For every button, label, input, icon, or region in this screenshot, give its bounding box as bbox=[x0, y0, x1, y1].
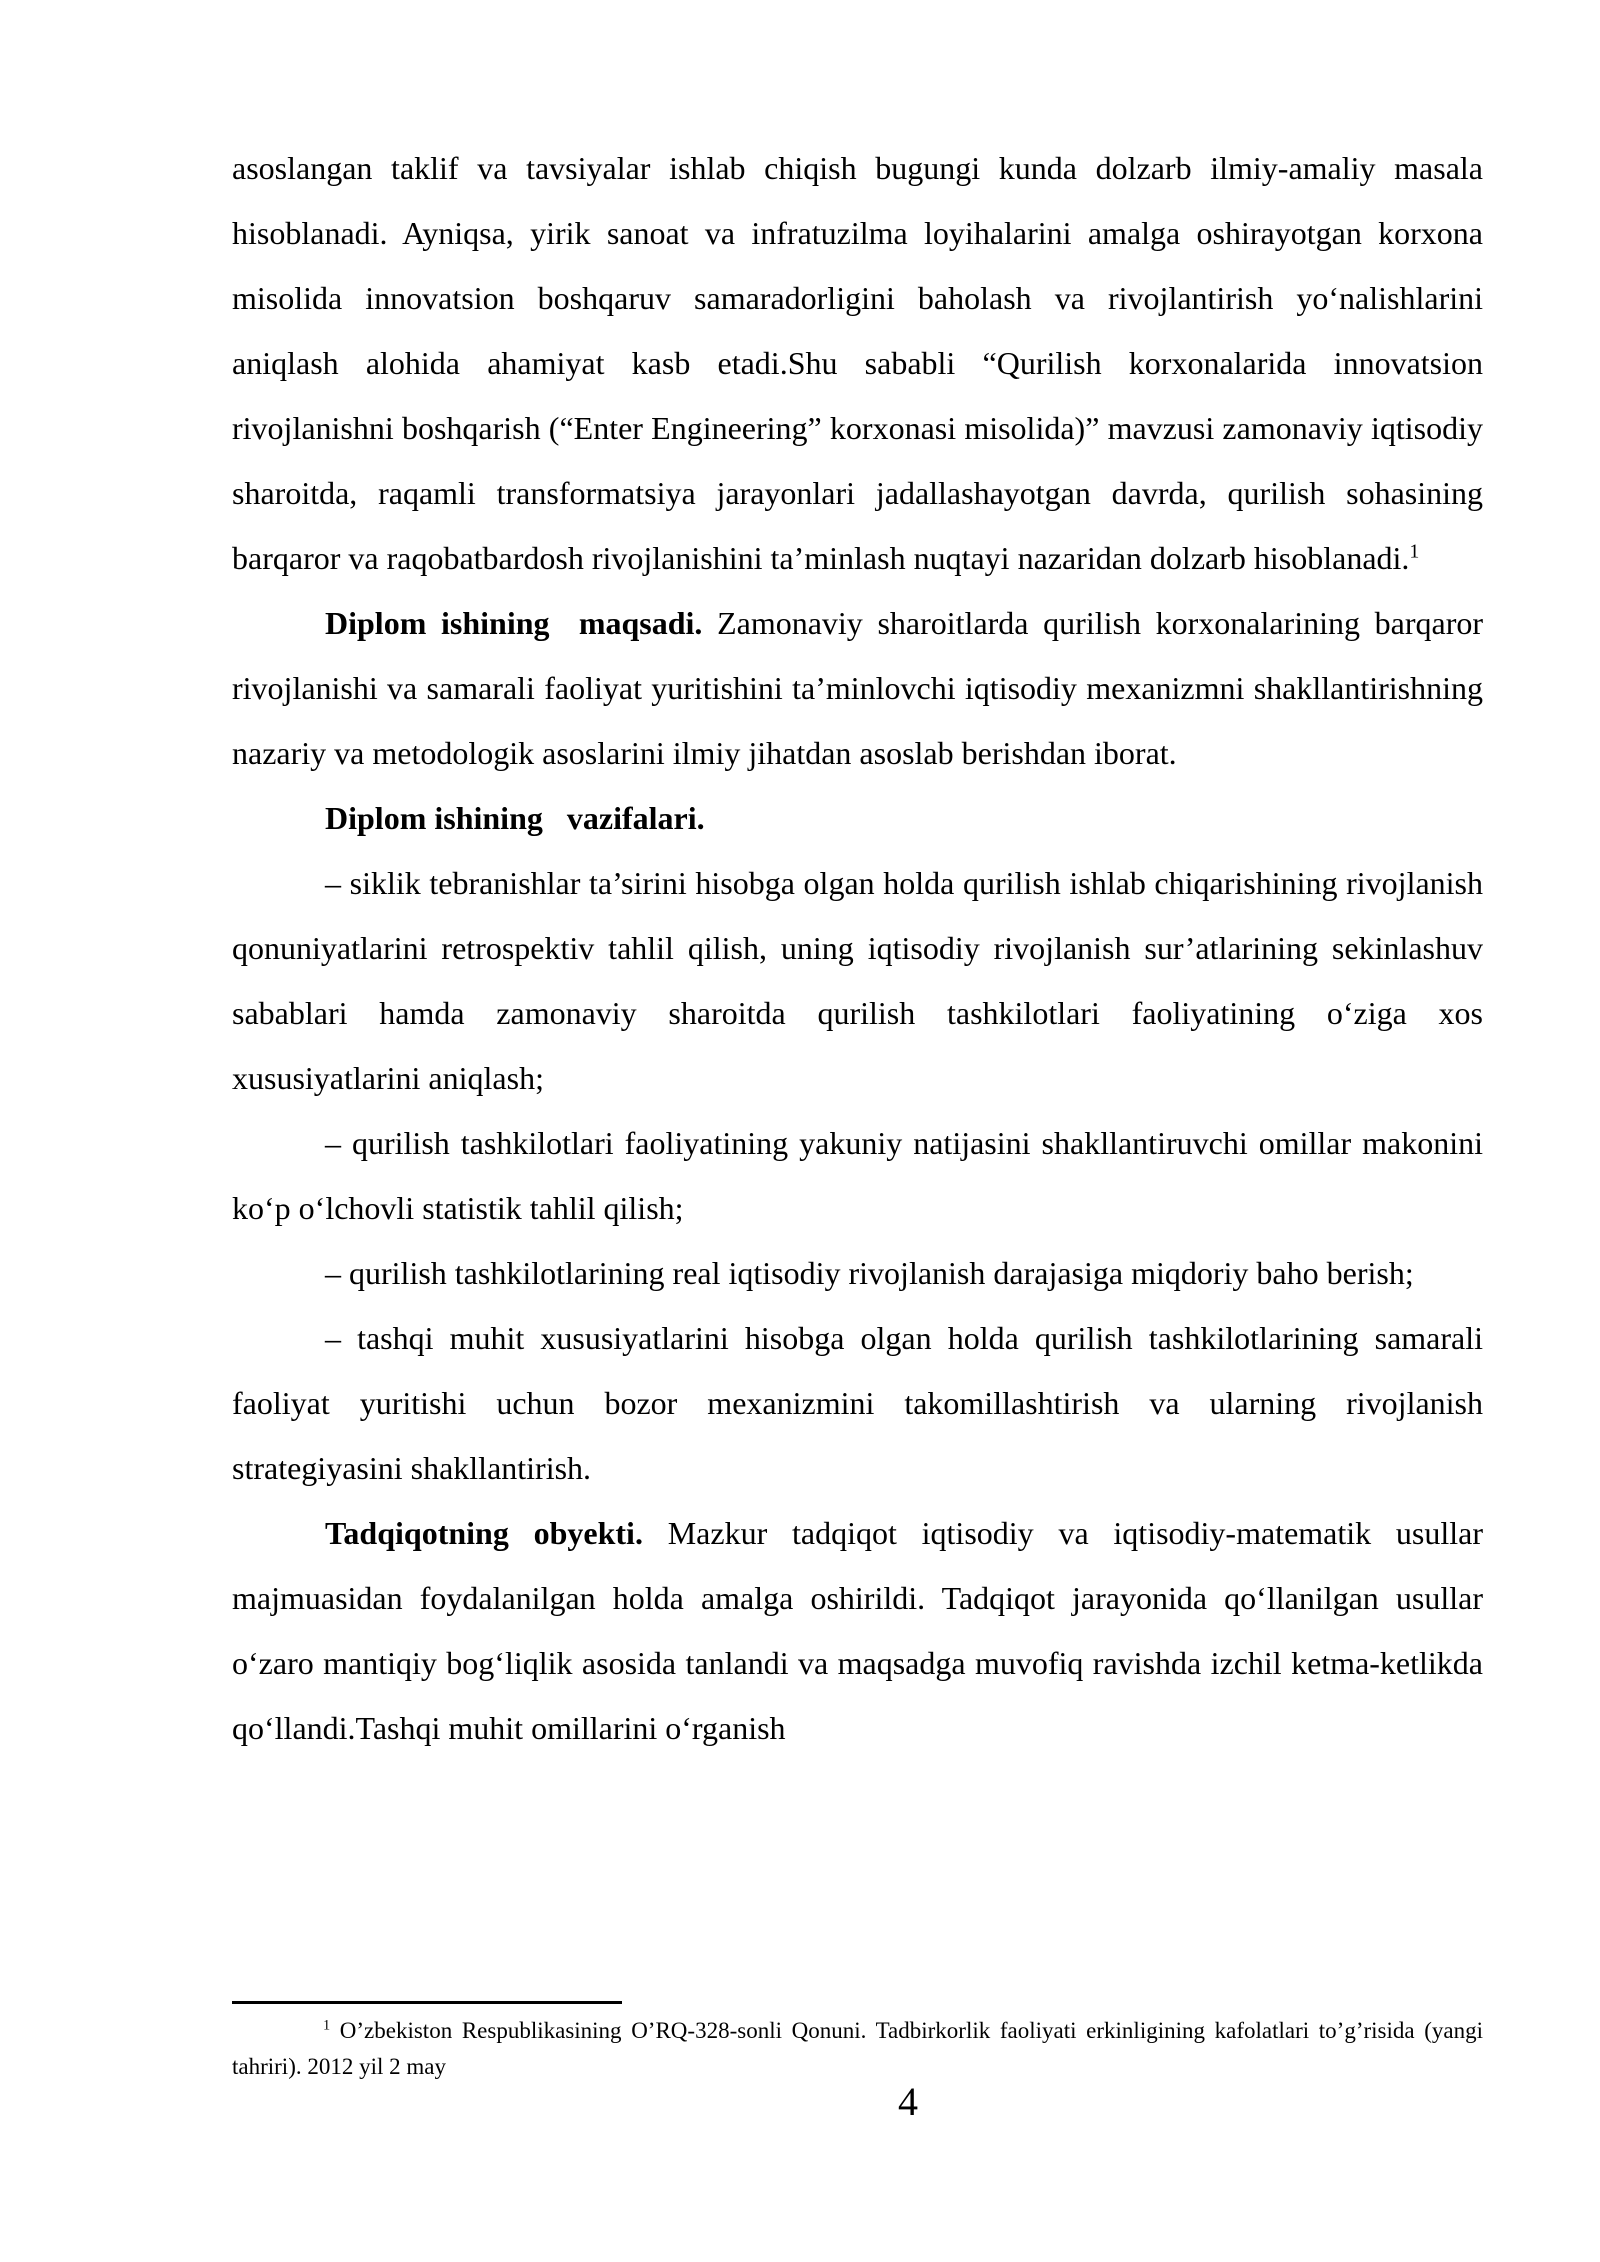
footnote-1 bbox=[232, 2013, 1489, 2085]
heading-tasks bbox=[232, 786, 1483, 851]
footnote-separator bbox=[232, 2001, 622, 2004]
task-item-3 bbox=[232, 1241, 1483, 1306]
page-number: 4 bbox=[898, 2079, 918, 2124]
text-run: O’zbekiston Respublikasining O’RQ-328-sonli Qonuni. Tadbirkorlik faoliyati erkinligining kafolatlari to’g’risida (yangi tahriri). 2012 yil 2 may bbox=[232, 2018, 1489, 2079]
text-run: asoslangan taklif va tavsiyalar ishlab chiqish bugungi kunda dolzarb ilmiy-amaliy masala hisoblanadi. Ayniqsa, yirik sanoat va infratuzilma loyihalarini amalga oshirayotgan korxona misolida innovatsion boshqaruv samaradorligini baholash va rivojlantirish yo‘nalishlarini aniqlash alohida ahamiyat kasb etadi.Shu sababli “Qurilish korxonalarida innovatsion rivojlanishni boshqarish (“Enter Engineering” korxonasi misolida)” mavzusi zamonaviy iqtisodiy sharoitda, raqamli transformatsiya jarayonlari jadallashayotgan davrda, qurilish sohasining barqaror va raqobatbardosh rivojlanishini ta’minlash nuqtayi nazaridan dolzarb hisoblanadi. bbox=[232, 150, 1491, 576]
task-item-2 bbox=[232, 1111, 1491, 1241]
footnote-ref: 1 bbox=[1409, 540, 1420, 563]
para-object bbox=[232, 1501, 1492, 1761]
text-run: Zamonaviy sharoitlarda qurilish korxonalarining barqaror rivojlanishi va samarali faoliyat yuritishini ta’minlovchi iqtisodiy mexanizmni shakllantirishning nazariy va metodologik asoslarini ilmiy jihatdan asoslab berishdan iborat. bbox=[232, 605, 1492, 771]
task-item-1 bbox=[232, 851, 1491, 1111]
text-run: – siklik tebranishlar ta’sirini hisobga olgan holda qurilish ishlab chiqarishining rivojlanish qonuniyatlarini retrospektiv tahlil qilish, uning iqtisodiy rivojlanish sur’atlarining sekinlashuv sabablari hamda zamonaviy sharoitda qurilish tashkilotlari faoliyatining o‘ziga xos xususiyatlarini aniqlash; bbox=[232, 865, 1491, 1096]
text-run: Mazkur tadqiqot iqtisodiy va iqtisodiy-matematik usullar majmuasidan foydalanilgan holda amalga oshirildi. Tadqiqot jarayonida qo‘llanilgan usullar o‘zaro mantiqiy bog‘liqlik asosida tanlandi va maqsadga muvofiq ravishda izchil ketma-ketlikda qo‘llandi.Tashqi muhit omillarini o‘rganish bbox=[232, 1515, 1492, 1746]
text-run: – qurilish tashkilotlarining real iqtisodiy rivojlanish darajasiga miqdoriy baho berish; bbox=[325, 1255, 1414, 1291]
para-aim bbox=[232, 591, 1492, 786]
text-run: – qurilish tashkilotlari faoliyatining yakuniy natijasini shakllantiruvchi omillar makonini ko‘p o‘lchovli statistik tahlil qilish; bbox=[232, 1125, 1491, 1226]
para-continuation bbox=[232, 136, 1491, 591]
bold-run: Diplom ishining vazifalari. bbox=[325, 800, 705, 836]
body-text bbox=[232, 136, 1492, 1761]
task-item-4 bbox=[232, 1306, 1491, 1501]
footnote-ref: 1 bbox=[323, 2017, 331, 2034]
text-run: – tashqi muhit xususiyatlarini hisobga olgan holda qurilish tashkilotlarining samarali faoliyat yuritishi uchun bozor mexanizmini takomillashtirish va ularning rivojlanish strategiyasini shakllantirish. bbox=[232, 1320, 1491, 1486]
bold-run: Diplom ishining maqsadi. bbox=[325, 605, 703, 641]
bold-run: Tadqiqotning obyekti. bbox=[325, 1515, 643, 1551]
